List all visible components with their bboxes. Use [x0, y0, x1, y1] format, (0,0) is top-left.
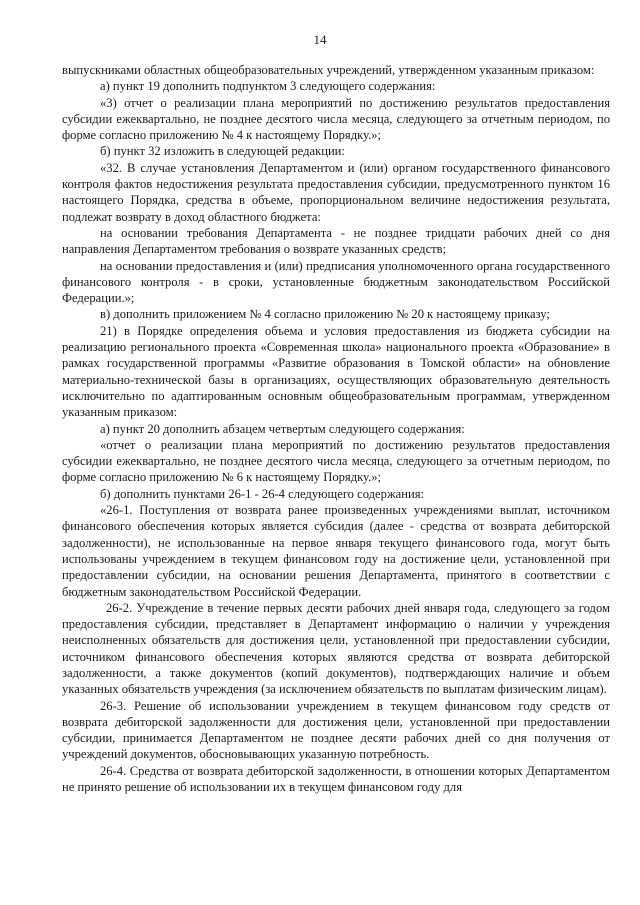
paragraph: «отчет о реализации плана мероприятий по достижению результатов предоставления субсидии ежеквартально, не позднее десятого числа месяца, следующего за отчетным периодом, по форме согласно приложению № 6 к настоящему Порядку.»;	[62, 437, 610, 485]
page-number: 14	[313, 32, 327, 47]
document-body	[62, 62, 610, 795]
paragraph: выпускниками областных общеобразовательных учреждений, утвержденном указанным приказом:	[62, 63, 595, 77]
paragraph: на основании требования Департамента - не позднее тридцати рабочих дней со дня направления Департаментом требования о возврате указанных средств;	[62, 225, 610, 257]
paragraph: б) дополнить пунктами 26-1 - 26-4 следующего содержания:	[100, 486, 424, 501]
paragraph: 26-2. Учреждение в течение первых десяти рабочих дней января года, следующего за годом предоставления субсидии, представляет в Департамент информацию о наличии у учреждения неисполненных обязательств для достижения цели, установленной при предоставлении субсидии, источником финансового обеспечения которых являются средства от возврата дебиторской задолженности, а также документов (копий документов), подтверждающих наличие и объем указанных обязательств учреждения (за исключением обязательств по выплатам физическим лицам).	[62, 600, 610, 697]
paragraph: 26-4. Средства от возврата дебиторской задолженности, в отношении которых Департаментом не принято решение об использовании их в текущем финансовом году для	[62, 763, 610, 795]
paragraph: «3) отчет о реализации плана мероприятий по достижению результатов предоставления субсидии ежеквартально, не позднее десятого числа месяца, следующего за отчетным периодом, по форме согласно приложению № 4 к настоящему Порядку.»;	[62, 95, 610, 143]
paragraph: 21) в Порядке определения объема и условия предоставления из бюджета субсидии на реализацию регионального проекта «Современная школа» национального проекта «Образование» в рамках государственной программы «Развитие образования в Томской области» на обновление материально-технической базы в организациях, осуществляющих образовательную деятельность исключительно по адаптированным основным общеобразовательным программам, утвержденном указанным приказом:	[62, 323, 610, 420]
paragraph: 26-3. Решение об использовании учреждением в текущем финансовом году средств от возврата дебиторской задолженности для достижения цели, установленной при предоставлении субсидии, принимается Департаментом не позднее десяти рабочих дней со дня получения от учреждений документов, обосновывающих указанную потребность.	[62, 698, 610, 762]
paragraph: «32. В случае установления Департаментом и (или) органом государственного финансового контроля фактов недостижения результата предоставления субсидии, предусмотренного пунктом 16 настоящего Порядка, средства в объеме, пропорциональном величине недостижения результата, подлежат возврату в доход областного бюджета:	[62, 160, 610, 224]
paragraph: а) пункт 20 дополнить абзацем четвертым следующего содержания:	[100, 421, 465, 436]
paragraph: «26-1. Поступления от возврата ранее произведенных учреждениями выплат, источником финансового обеспечения которых является субсидия (далее - средства от возврата дебиторской задолженности), не использованные на первое января текущего финансового года, могут быть использованы учреждением в текущем финансовом году на достижение цели, установленной при предоставлении субсидии, на основании решения Департамента, принятого в соответствии с бюджетным законодательством Российской Федерации.	[62, 503, 610, 599]
paragraph: на основании предоставления и (или) предписания уполномоченного органа государственного финансового контроля - в сроки, установленные бюджетным законодательством Российской Федерации.»;	[62, 258, 610, 306]
paragraph: б) пункт 32 изложить в следующей редакции:	[100, 144, 345, 159]
paragraph: а) пункт 19 дополнить подпунктом 3 следующего содержания:	[100, 79, 436, 94]
paragraph: в) дополнить приложением № 4 согласно приложению № 20 к настоящему приказу;	[100, 307, 550, 322]
